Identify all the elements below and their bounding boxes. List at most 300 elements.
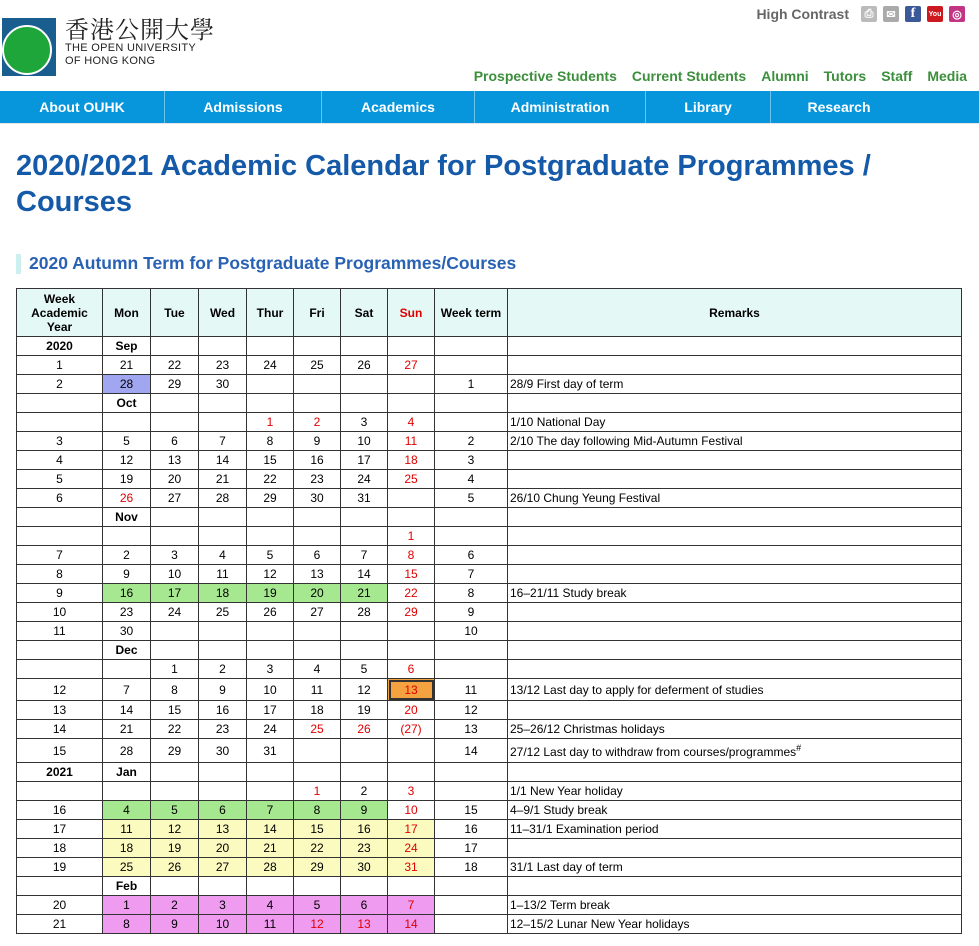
cell-tue: 12 bbox=[151, 820, 199, 839]
cell-wed bbox=[199, 641, 247, 660]
cell-remarks bbox=[508, 701, 962, 720]
cell-mon: Sep bbox=[103, 337, 151, 356]
cell-tue: 22 bbox=[151, 720, 199, 739]
youtube-icon[interactable]: You bbox=[927, 6, 943, 22]
calendar-header-row bbox=[17, 289, 962, 337]
cell-fri: 29 bbox=[294, 858, 341, 877]
cell-week-term bbox=[435, 508, 508, 527]
cell-sat: 30 bbox=[341, 858, 388, 877]
cell-tue bbox=[151, 394, 199, 413]
cell-tue: 24 bbox=[151, 603, 199, 622]
cell-wed: 18 bbox=[199, 584, 247, 603]
cell-remarks bbox=[508, 451, 962, 470]
calendar-row bbox=[17, 660, 962, 679]
cell-week-term: 14 bbox=[435, 739, 508, 763]
cell-thur bbox=[247, 508, 294, 527]
cell-wed bbox=[199, 508, 247, 527]
cell-week-academic-year: 21 bbox=[17, 915, 103, 934]
cell-thur: 7 bbox=[247, 801, 294, 820]
cell-mon: 21 bbox=[103, 356, 151, 375]
quick-link-media[interactable]: Media bbox=[927, 68, 967, 84]
nav-admissions[interactable]: Admissions bbox=[165, 91, 322, 123]
cell-sat bbox=[341, 508, 388, 527]
cell-tue: 3 bbox=[151, 546, 199, 565]
cell-sat: 23 bbox=[341, 839, 388, 858]
cell-tue: 15 bbox=[151, 701, 199, 720]
cell-sat: 16 bbox=[341, 820, 388, 839]
cell-fri: 20 bbox=[294, 584, 341, 603]
cell-sun: 18 bbox=[388, 451, 435, 470]
cell-mon: 2 bbox=[103, 546, 151, 565]
cell-remarks: 1/10 National Day bbox=[508, 413, 962, 432]
cell-sat bbox=[341, 763, 388, 782]
cell-sun bbox=[388, 739, 435, 763]
cell-sat: 26 bbox=[341, 356, 388, 375]
cell-tue: 13 bbox=[151, 451, 199, 470]
section-heading-bar bbox=[16, 254, 21, 274]
quick-links bbox=[474, 68, 967, 84]
cell-tue bbox=[151, 782, 199, 801]
calendar-row bbox=[17, 603, 962, 622]
cell-fri: 11 bbox=[294, 679, 341, 701]
cell-fri: 18 bbox=[294, 701, 341, 720]
cell-mon: 28 bbox=[103, 739, 151, 763]
header-mon: Mon bbox=[103, 289, 151, 337]
cell-sat bbox=[341, 622, 388, 641]
cell-sun: 8 bbox=[388, 546, 435, 565]
cell-wed: 27 bbox=[199, 858, 247, 877]
cell-fri: 25 bbox=[294, 356, 341, 375]
cell-thur bbox=[247, 622, 294, 641]
cell-week-academic-year: 5 bbox=[17, 470, 103, 489]
cell-sun: 7 bbox=[388, 896, 435, 915]
cell-thur bbox=[247, 641, 294, 660]
cell-tue bbox=[151, 527, 199, 546]
cell-sat: 3 bbox=[341, 413, 388, 432]
cell-sat: 31 bbox=[341, 489, 388, 508]
cell-wed bbox=[199, 877, 247, 896]
cell-tue bbox=[151, 508, 199, 527]
cell-fri bbox=[294, 337, 341, 356]
remark-footnote-mark: # bbox=[796, 742, 802, 753]
cell-mon: 5 bbox=[103, 432, 151, 451]
cell-tue bbox=[151, 877, 199, 896]
cell-week-academic-year: 4 bbox=[17, 451, 103, 470]
nav-about-ouhk[interactable]: About OUHK bbox=[0, 91, 165, 123]
cell-tue: 29 bbox=[151, 739, 199, 763]
cell-tue: 2 bbox=[151, 896, 199, 915]
cell-sun bbox=[388, 489, 435, 508]
month-header-row bbox=[17, 394, 962, 413]
header-wed: Wed bbox=[199, 289, 247, 337]
cell-tue: 5 bbox=[151, 801, 199, 820]
cell-week-term: 3 bbox=[435, 451, 508, 470]
cell-week-term bbox=[435, 896, 508, 915]
cell-sun bbox=[388, 508, 435, 527]
cell-mon: 18 bbox=[103, 839, 151, 858]
cell-wed bbox=[199, 763, 247, 782]
quick-link-prospective-students[interactable]: Prospective Students bbox=[473, 68, 617, 84]
cell-week-term: 13 bbox=[435, 720, 508, 739]
cell-sat: 17 bbox=[341, 451, 388, 470]
cell-sun: (27) bbox=[388, 720, 435, 739]
cell-fri: 6 bbox=[294, 546, 341, 565]
utility-bar bbox=[756, 6, 965, 22]
cell-sun: 11 bbox=[388, 432, 435, 451]
content-divider bbox=[0, 123, 979, 134]
cell-mon: 28 bbox=[103, 375, 151, 394]
cell-mon: 7 bbox=[103, 679, 151, 701]
cell-thur: 8 bbox=[247, 432, 294, 451]
cell-mon bbox=[103, 660, 151, 679]
cell-remarks bbox=[508, 660, 962, 679]
cell-fri: 5 bbox=[294, 896, 341, 915]
cell-week-term: 4 bbox=[435, 470, 508, 489]
cell-sat bbox=[341, 394, 388, 413]
cell-sat: 28 bbox=[341, 603, 388, 622]
cell-week-academic-year: 9 bbox=[17, 584, 103, 603]
header-week-academic-year: Week Academic Year bbox=[17, 289, 103, 337]
cell-remarks bbox=[508, 565, 962, 584]
cell-thur bbox=[247, 394, 294, 413]
cell-remarks bbox=[508, 622, 962, 641]
cell-tue: 26 bbox=[151, 858, 199, 877]
cell-mon bbox=[103, 782, 151, 801]
cell-week-academic-year: 13 bbox=[17, 701, 103, 720]
cell-remarks: 12–15/2 Lunar New Year holidays bbox=[508, 915, 962, 934]
cell-week-academic-year: 14 bbox=[17, 720, 103, 739]
calendar-row bbox=[17, 470, 962, 489]
cell-thur bbox=[247, 527, 294, 546]
cell-tue: 9 bbox=[151, 915, 199, 934]
cell-week-academic-year: 20 bbox=[17, 896, 103, 915]
cell-sun: 10 bbox=[388, 801, 435, 820]
cell-mon: 11 bbox=[103, 820, 151, 839]
cell-tue: 29 bbox=[151, 375, 199, 394]
cell-thur: 11 bbox=[247, 915, 294, 934]
cell-wed: 23 bbox=[199, 720, 247, 739]
calendar-row bbox=[17, 782, 962, 801]
cell-thur: 14 bbox=[247, 820, 294, 839]
calendar-body bbox=[17, 337, 962, 934]
cell-sat bbox=[341, 877, 388, 896]
cell-mon: 4 bbox=[103, 801, 151, 820]
calendar-row bbox=[17, 839, 962, 858]
ouhk-logo[interactable] bbox=[2, 14, 56, 76]
cell-sun: 4 bbox=[388, 413, 435, 432]
cell-wed: 20 bbox=[199, 839, 247, 858]
cell-fri: 12 bbox=[294, 915, 341, 934]
quick-link-alumni[interactable]: Alumni bbox=[761, 68, 809, 84]
quick-link-tutors[interactable]: Tutors bbox=[823, 68, 867, 84]
logo-english-name: THE OPEN UNIVERSITY OF HONG KONG bbox=[65, 42, 196, 67]
cell-mon: 25 bbox=[103, 858, 151, 877]
cell-wed: 9 bbox=[199, 679, 247, 701]
cell-remarks: 28/9 First day of term bbox=[508, 375, 962, 394]
cell-wed: 6 bbox=[199, 801, 247, 820]
cell-sat: 6 bbox=[341, 896, 388, 915]
cell-wed: 2 bbox=[199, 660, 247, 679]
cell-remarks: 2/10 The day following Mid-Autumn Festival bbox=[508, 432, 962, 451]
cell-mon: 8 bbox=[103, 915, 151, 934]
cell-fri: 8 bbox=[294, 801, 341, 820]
cell-sat bbox=[341, 337, 388, 356]
cell-sun: 13 bbox=[388, 679, 435, 701]
cell-week-academic-year: 17 bbox=[17, 820, 103, 839]
cell-week-academic-year: 2 bbox=[17, 375, 103, 394]
cell-remarks bbox=[508, 527, 962, 546]
cell-week-academic-year: 2020 bbox=[17, 337, 103, 356]
cell-sun: 6 bbox=[388, 660, 435, 679]
cell-sat: 5 bbox=[341, 660, 388, 679]
cell-remarks bbox=[508, 337, 962, 356]
cell-wed bbox=[199, 527, 247, 546]
cell-week-academic-year bbox=[17, 527, 103, 546]
cell-remarks: 26/10 Chung Yeung Festival bbox=[508, 489, 962, 508]
email-icon[interactable]: ✉ bbox=[883, 6, 899, 22]
cell-wed: 30 bbox=[199, 375, 247, 394]
cell-fri: 1 bbox=[294, 782, 341, 801]
calendar-row bbox=[17, 820, 962, 839]
cell-week-term: 10 bbox=[435, 622, 508, 641]
cell-mon: Oct bbox=[103, 394, 151, 413]
cell-tue bbox=[151, 622, 199, 641]
cell-week-academic-year bbox=[17, 782, 103, 801]
cell-week-term bbox=[435, 337, 508, 356]
cell-remarks: 13/12 Last day to apply for deferment of studies bbox=[508, 679, 962, 701]
cell-week-term: 1 bbox=[435, 375, 508, 394]
cell-week-academic-year: 1 bbox=[17, 356, 103, 375]
cell-tue bbox=[151, 337, 199, 356]
cell-tue: 19 bbox=[151, 839, 199, 858]
calendar-row bbox=[17, 432, 962, 451]
cell-fri: 15 bbox=[294, 820, 341, 839]
cell-fri bbox=[294, 739, 341, 763]
cell-fri: 30 bbox=[294, 489, 341, 508]
cell-wed: 4 bbox=[199, 546, 247, 565]
month-header-row bbox=[17, 641, 962, 660]
quick-link-staff[interactable]: Staff bbox=[881, 68, 913, 84]
cell-mon: Jan bbox=[103, 763, 151, 782]
cell-sat: 19 bbox=[341, 701, 388, 720]
cell-mon bbox=[103, 413, 151, 432]
cell-tue: 8 bbox=[151, 679, 199, 701]
calendar-row bbox=[17, 701, 962, 720]
calendar-row bbox=[17, 679, 962, 701]
month-header-row bbox=[17, 337, 962, 356]
facebook-icon[interactable]: f bbox=[905, 6, 921, 22]
nav-administration[interactable]: Administration bbox=[475, 91, 646, 123]
cell-sun bbox=[388, 375, 435, 394]
cell-thur: 22 bbox=[247, 470, 294, 489]
cell-wed: 7 bbox=[199, 432, 247, 451]
cell-sat bbox=[341, 375, 388, 394]
cell-thur: 15 bbox=[247, 451, 294, 470]
nav-academics[interactable]: Academics bbox=[322, 91, 475, 123]
cell-sat bbox=[341, 527, 388, 546]
cell-week-academic-year bbox=[17, 508, 103, 527]
calendar-row bbox=[17, 375, 962, 394]
cell-week-academic-year bbox=[17, 641, 103, 660]
cell-fri bbox=[294, 527, 341, 546]
cell-week-term bbox=[435, 877, 508, 896]
cell-remarks bbox=[508, 839, 962, 858]
calendar-row bbox=[17, 565, 962, 584]
cell-fri: 16 bbox=[294, 451, 341, 470]
cell-thur bbox=[247, 763, 294, 782]
cell-sat: 7 bbox=[341, 546, 388, 565]
cell-tue bbox=[151, 641, 199, 660]
cell-week-academic-year bbox=[17, 877, 103, 896]
header-tue: Tue bbox=[151, 289, 199, 337]
cell-thur: 24 bbox=[247, 720, 294, 739]
cell-tue: 20 bbox=[151, 470, 199, 489]
cell-week-term: 16 bbox=[435, 820, 508, 839]
cell-week-academic-year: 16 bbox=[17, 801, 103, 820]
header-fri: Fri bbox=[294, 289, 341, 337]
month-header-row bbox=[17, 763, 962, 782]
cell-fri: 27 bbox=[294, 603, 341, 622]
cell-wed: 3 bbox=[199, 896, 247, 915]
cell-week-academic-year: 15 bbox=[17, 739, 103, 763]
cell-thur: 21 bbox=[247, 839, 294, 858]
cell-mon: 1 bbox=[103, 896, 151, 915]
cell-week-term: 11 bbox=[435, 679, 508, 701]
cell-mon: Dec bbox=[103, 641, 151, 660]
header-sat: Sat bbox=[341, 289, 388, 337]
cell-week-academic-year: 2021 bbox=[17, 763, 103, 782]
quick-link-current-students[interactable]: Current Students bbox=[631, 68, 747, 84]
cell-wed: 13 bbox=[199, 820, 247, 839]
cell-week-academic-year: 19 bbox=[17, 858, 103, 877]
calendar-row bbox=[17, 858, 962, 877]
cell-sun bbox=[388, 763, 435, 782]
cell-sat: 12 bbox=[341, 679, 388, 701]
print-icon[interactable]: ⎙ bbox=[861, 6, 877, 22]
calendar-row bbox=[17, 896, 962, 915]
cell-week-term bbox=[435, 394, 508, 413]
cell-week-term: 17 bbox=[435, 839, 508, 858]
cell-tue: 22 bbox=[151, 356, 199, 375]
calendar-row bbox=[17, 720, 962, 739]
section-heading bbox=[16, 253, 516, 274]
cell-sun: 24 bbox=[388, 839, 435, 858]
main-nav bbox=[0, 91, 979, 123]
cell-sun bbox=[388, 394, 435, 413]
cell-thur: 19 bbox=[247, 584, 294, 603]
calendar-row bbox=[17, 527, 962, 546]
cell-sun: 25 bbox=[388, 470, 435, 489]
cell-remarks: 4–9/1 Study break bbox=[508, 801, 962, 820]
cell-remarks: 27/12 Last day to withdraw from courses/programmes# bbox=[508, 739, 962, 763]
cell-thur bbox=[247, 877, 294, 896]
cell-fri: 22 bbox=[294, 839, 341, 858]
cell-sat: 21 bbox=[341, 584, 388, 603]
cell-thur: 4 bbox=[247, 896, 294, 915]
cell-sun: 29 bbox=[388, 603, 435, 622]
academic-calendar-table bbox=[16, 288, 962, 934]
calendar-row bbox=[17, 915, 962, 934]
cell-remarks bbox=[508, 603, 962, 622]
cell-tue bbox=[151, 763, 199, 782]
cell-tue: 17 bbox=[151, 584, 199, 603]
calendar-row bbox=[17, 451, 962, 470]
cell-sun: 22 bbox=[388, 584, 435, 603]
cell-remarks: 11–31/1 Examination period bbox=[508, 820, 962, 839]
cell-week-term bbox=[435, 782, 508, 801]
high-contrast-link[interactable]: High Contrast bbox=[756, 6, 849, 22]
cell-sun: 14 bbox=[388, 915, 435, 934]
cell-thur: 1 bbox=[247, 413, 294, 432]
cell-sun: 17 bbox=[388, 820, 435, 839]
cell-thur: 28 bbox=[247, 858, 294, 877]
cell-remarks bbox=[508, 356, 962, 375]
cell-remarks bbox=[508, 641, 962, 660]
cell-mon bbox=[103, 527, 151, 546]
cell-tue: 6 bbox=[151, 432, 199, 451]
cell-wed: 11 bbox=[199, 565, 247, 584]
header-remarks: Remarks bbox=[508, 289, 962, 337]
nav-library[interactable]: Library bbox=[646, 91, 771, 123]
cell-tue bbox=[151, 413, 199, 432]
cell-week-term: 18 bbox=[435, 858, 508, 877]
cell-mon: Nov bbox=[103, 508, 151, 527]
cell-fri: 9 bbox=[294, 432, 341, 451]
cell-week-term: 2 bbox=[435, 432, 508, 451]
cell-fri bbox=[294, 508, 341, 527]
cell-thur bbox=[247, 337, 294, 356]
cell-thur: 17 bbox=[247, 701, 294, 720]
cell-week-term bbox=[435, 915, 508, 934]
cell-remarks: 31/1 Last day of term bbox=[508, 858, 962, 877]
cell-mon: 9 bbox=[103, 565, 151, 584]
cell-remarks: 1–13/2 Term break bbox=[508, 896, 962, 915]
cell-week-academic-year: 6 bbox=[17, 489, 103, 508]
cell-wed bbox=[199, 622, 247, 641]
cell-week-academic-year: 11 bbox=[17, 622, 103, 641]
section-title: 2020 Autumn Term for Postgraduate Programmes/Courses bbox=[29, 253, 517, 273]
cell-wed: 21 bbox=[199, 470, 247, 489]
cell-sun: 27 bbox=[388, 356, 435, 375]
cell-sun bbox=[388, 337, 435, 356]
cell-fri: 25 bbox=[294, 720, 341, 739]
cell-thur: 10 bbox=[247, 679, 294, 701]
cell-fri: 23 bbox=[294, 470, 341, 489]
cell-week-term: 5 bbox=[435, 489, 508, 508]
cell-fri: 2 bbox=[294, 413, 341, 432]
cell-wed: 10 bbox=[199, 915, 247, 934]
cell-thur: 24 bbox=[247, 356, 294, 375]
cell-thur: 3 bbox=[247, 660, 294, 679]
cell-sun: 31 bbox=[388, 858, 435, 877]
cell-sat: 13 bbox=[341, 915, 388, 934]
cell-remarks: 25–26/12 Christmas holidays bbox=[508, 720, 962, 739]
cell-wed bbox=[199, 394, 247, 413]
cell-tue: 10 bbox=[151, 565, 199, 584]
cell-remarks bbox=[508, 508, 962, 527]
month-header-row bbox=[17, 508, 962, 527]
cell-tue: 27 bbox=[151, 489, 199, 508]
cell-mon: Feb bbox=[103, 877, 151, 896]
cell-sun: 15 bbox=[388, 565, 435, 584]
nav-research[interactable]: Research bbox=[807, 99, 871, 115]
calendar-row bbox=[17, 801, 962, 820]
cell-week-term bbox=[435, 763, 508, 782]
cell-week-academic-year: 18 bbox=[17, 839, 103, 858]
instagram-icon[interactable]: ◎ bbox=[949, 6, 965, 22]
cell-remarks bbox=[508, 763, 962, 782]
cell-week-term: 15 bbox=[435, 801, 508, 820]
